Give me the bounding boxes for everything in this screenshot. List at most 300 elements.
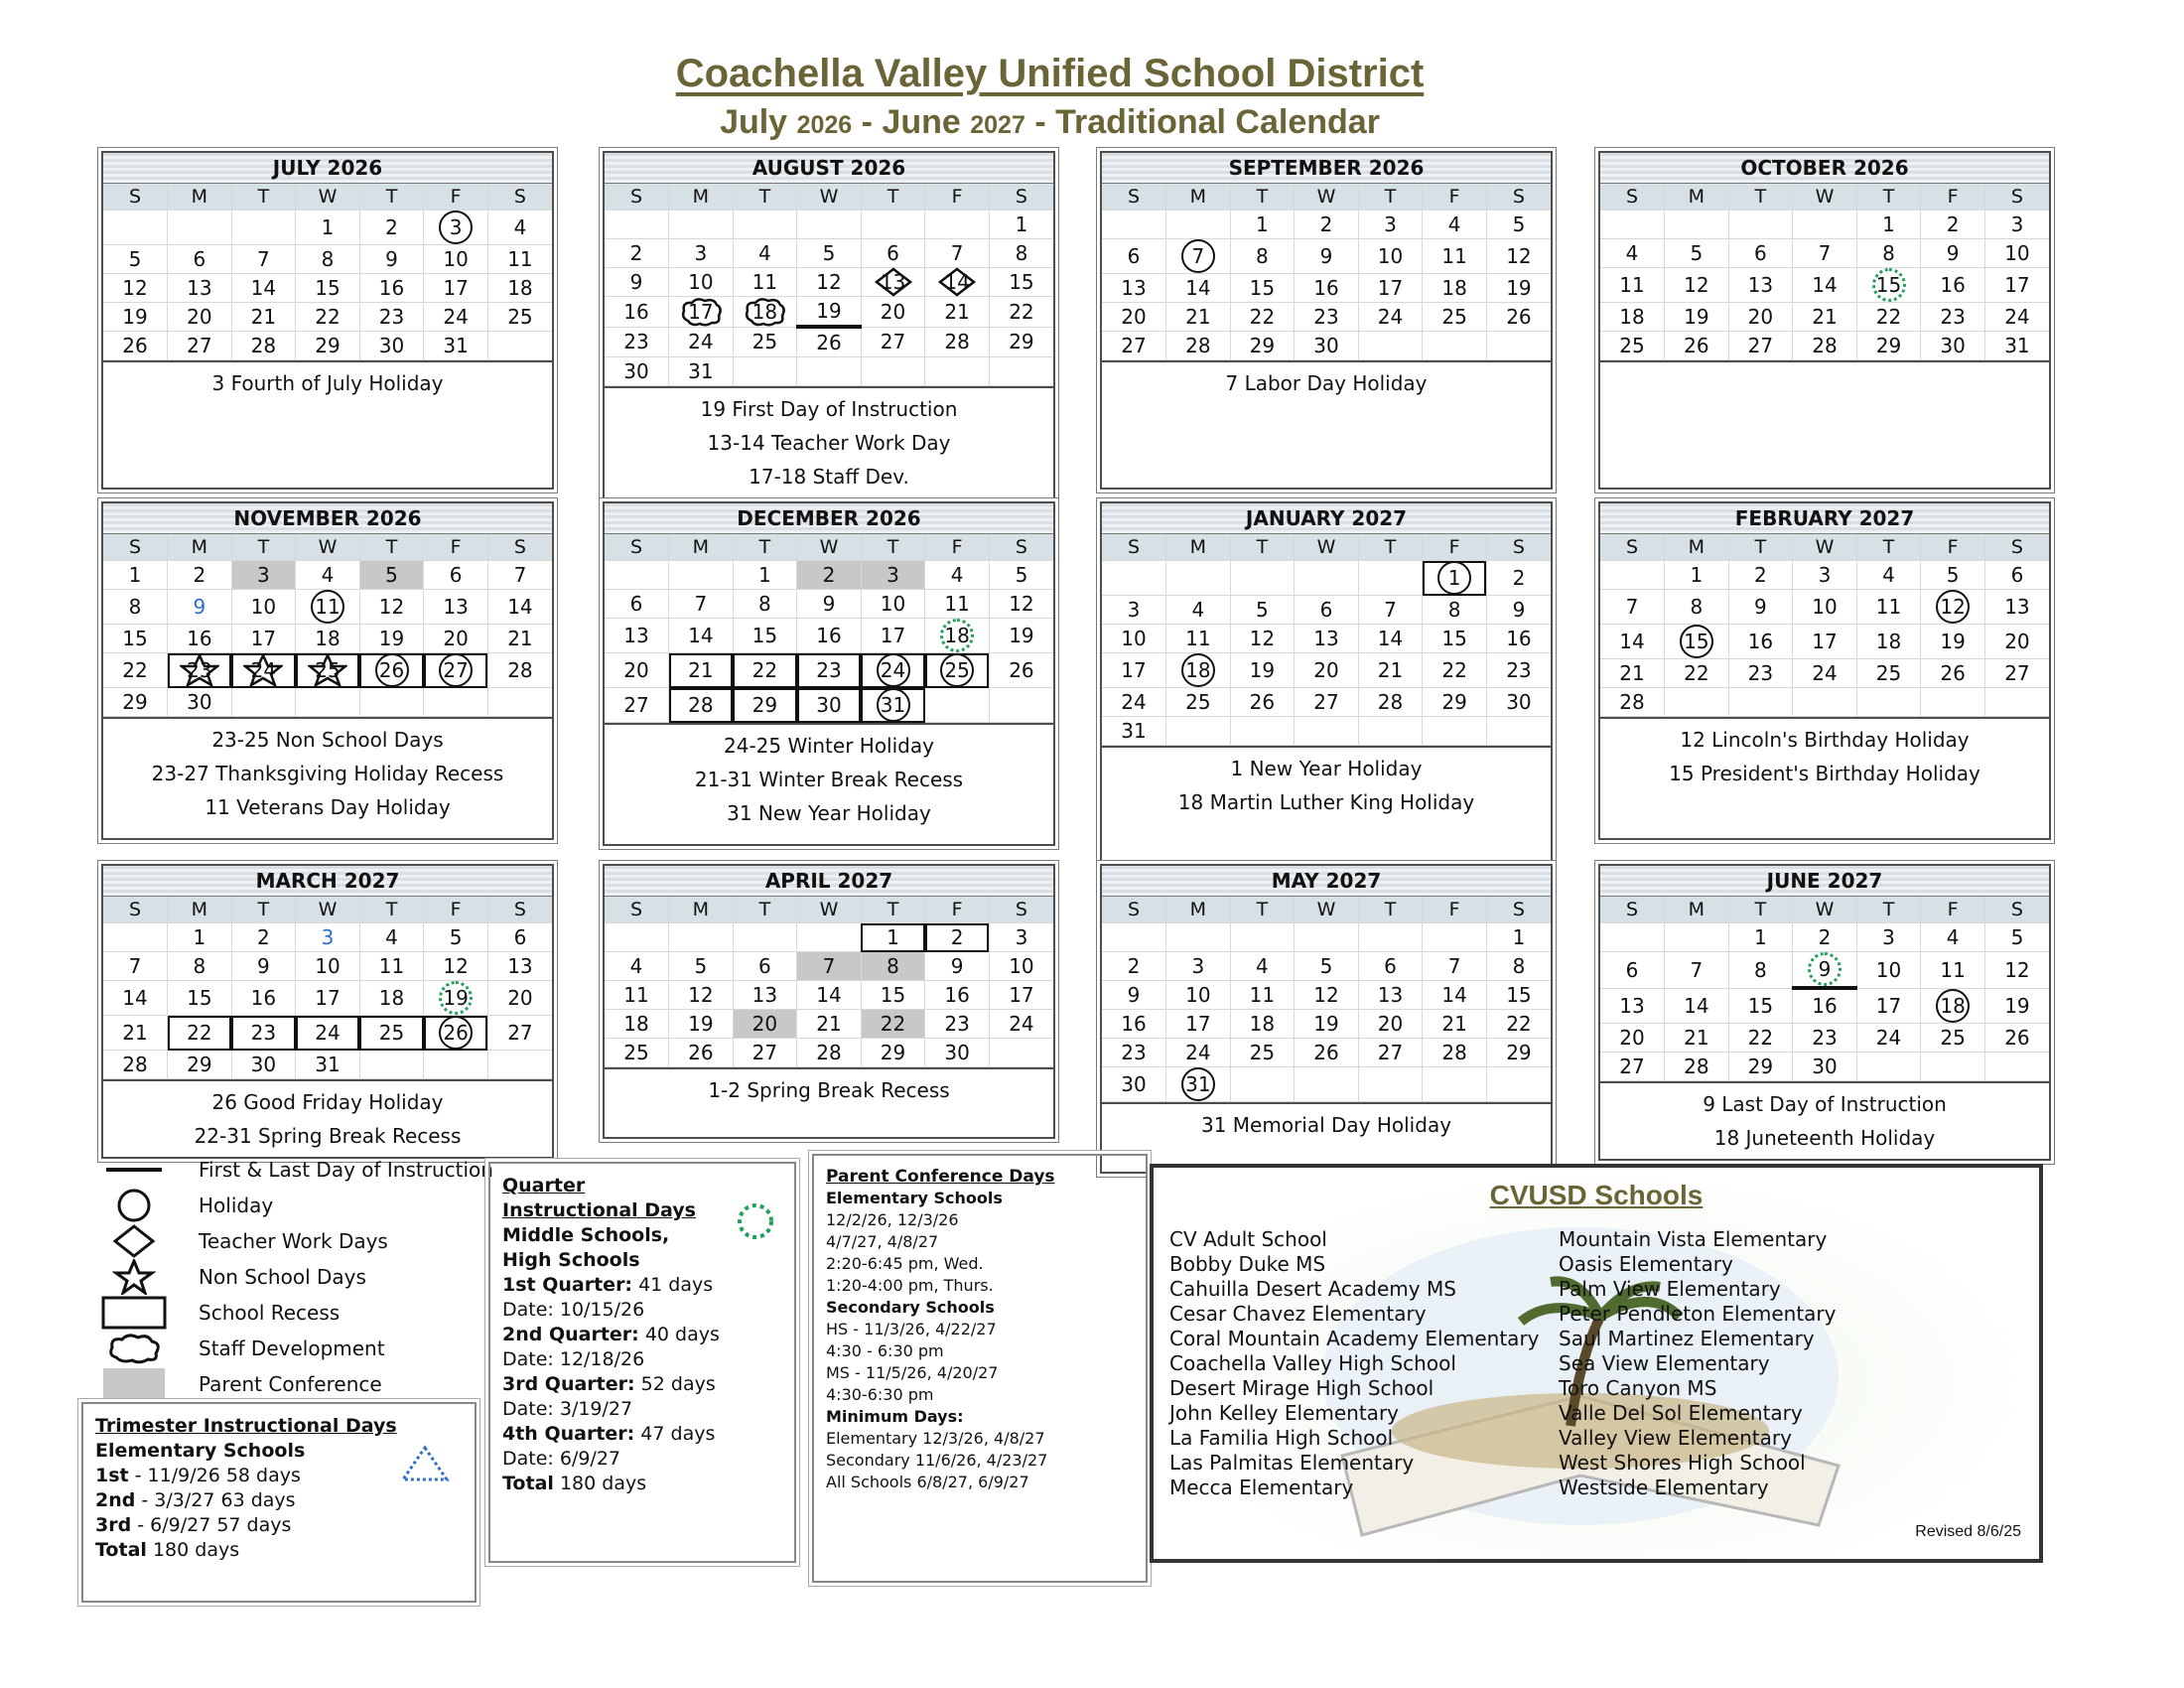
day-cell [1921,590,1985,625]
day-cell [1295,239,1359,274]
day-cell [669,1010,734,1039]
day-number: 20 [1747,305,1774,329]
weekday-header: W [1793,897,1857,923]
day-cell [605,981,669,1010]
weekday-header: M [669,534,734,561]
day-cell [231,923,296,952]
weekday-header: S [1486,184,1551,211]
month-calendar [1598,501,2051,840]
day-number: 12 [378,595,405,619]
day-cell [733,981,797,1010]
parent-conference-line: 4/7/27, 4/8/27 [826,1232,939,1251]
day-cell [168,303,232,332]
weekday-header: T [231,897,296,923]
day-number: 13 [1747,273,1774,297]
day-cell [1486,923,1551,952]
day-number: 28 [1619,690,1645,714]
month-day-table [1600,534,2049,717]
day-number: 6 [449,563,463,587]
day-number: 24 [1875,1025,1902,1050]
day-cell [1665,988,1729,1023]
day-number: 14 [1812,273,1838,297]
day-number: 31 [443,334,469,357]
weekday-header: M [168,184,232,211]
day-cell [1728,561,1793,590]
day-number: 2 [193,563,206,587]
empty-cell [1728,211,1793,239]
day-cell [669,653,734,688]
day-number: 1 [1015,212,1028,236]
day-cell [1102,952,1166,981]
day-number: 3 [1127,598,1141,622]
day-number: 3 [1384,212,1397,236]
day-number: 10 [688,270,714,294]
day-number: 8 [1447,598,1461,622]
day-cell [1793,303,1857,332]
holiday-circle-day: 7 [1181,239,1215,273]
month-title: APRIL 2027 [605,866,1053,897]
subtitle-start-year: 2026 [796,111,853,139]
day-number: 20 [1313,658,1339,682]
weekday-header: F [1921,184,1985,211]
school-name: Cesar Chavez Elementary [1169,1302,1427,1326]
day-cell [103,981,168,1016]
parent-conference-line: 4:30-6:30 pm [826,1385,934,1404]
weekday-header: S [103,897,168,923]
day-cell [168,590,232,625]
day-cell [1984,303,2049,332]
day-cell [103,625,168,653]
day-cell [1166,332,1231,360]
day-cell [925,297,990,328]
day-cell [1856,561,1921,590]
day-cell [861,590,925,619]
empty-cell [1486,717,1551,746]
day-cell [669,1039,734,1067]
day-number: 21 [1684,1025,1709,1050]
day-number: 5 [1015,563,1028,587]
day-number: 15 [751,624,778,647]
day-number: 12 [1684,273,1709,297]
day-cell [1665,332,1729,360]
day-cell [1665,1052,1729,1080]
weekday-header: T [359,184,424,211]
day-number: 20 [1121,305,1147,329]
holiday-circle-day: 31 [877,688,910,722]
day-number: 2 [1754,563,1767,587]
empty-cell [1230,561,1295,596]
empty-cell [989,688,1053,723]
weekday-header: T [359,534,424,561]
empty-cell [797,923,862,952]
day-cell [1102,1067,1166,1102]
day-number: 28 [250,334,277,357]
holiday-note: 24-25 Winter Holiday [724,734,934,758]
day-cell [797,268,862,297]
month-title: AUGUST 2026 [605,153,1053,184]
day-cell [1423,625,1487,653]
day-number: 25 [315,658,341,682]
day-cell [1486,303,1551,332]
weekday-header: S [1600,184,1665,211]
day-cell [1665,952,1729,989]
day-number: 15 [122,627,148,650]
subtitle-end-month: June [882,103,961,141]
empty-cell [669,561,734,590]
empty-cell [231,211,296,245]
empty-cell [925,688,990,723]
day-cell [1230,303,1295,332]
day-cell [1665,268,1729,303]
month-notes [1600,1081,2049,1159]
month-day-table [103,897,552,1079]
day-number: 17 [1009,983,1034,1007]
empty-cell [1728,688,1793,717]
holiday-note: 18 Martin Luther King Holiday [1177,790,1475,814]
day-cell [296,211,360,245]
day-number: 8 [1882,241,1895,265]
day-cell [1856,332,1921,360]
weekday-header: W [797,897,862,923]
day-cell [1230,625,1295,653]
day-cell [1230,952,1295,981]
day-cell [1856,1023,1921,1052]
day-cell [296,1016,360,1051]
day-cell [1486,596,1551,625]
day-cell [103,1051,168,1079]
day-number: 28 [1812,334,1838,357]
empty-cell [487,688,552,717]
day-number: 12 [2004,957,2030,982]
day-cell [1600,268,1665,303]
day-number: 24 [315,1021,341,1045]
day-number: 7 [1690,957,1704,982]
day-number: 23 [1121,1041,1147,1064]
day-cell [1665,239,1729,268]
day-number: 27 [1121,334,1147,357]
empty-cell [1921,1052,1985,1080]
star-icon [180,654,219,686]
day-number: 8 [1256,244,1269,268]
day-number: 11 [378,954,405,978]
day-number: 24 [688,330,714,354]
day-number: 20 [507,986,533,1010]
day-number: 18 [507,276,533,300]
day-number: 4 [1882,563,1895,587]
day-cell [1665,561,1729,590]
day-cell [1600,1052,1665,1080]
holiday-circle-day: 27 [439,653,473,687]
day-number: 1 [1882,212,1895,236]
day-number: 11 [1249,983,1276,1007]
day-cell [1423,1039,1487,1067]
day-number: 25 [1249,1041,1276,1064]
weekday-header: T [1358,184,1423,211]
day-cell [168,923,232,952]
day-number: 27 [1747,334,1774,357]
day-cell [359,332,424,360]
day-number: 1 [1512,925,1526,949]
day-cell [989,619,1053,653]
day-number: 23 [1940,305,1966,329]
day-cell [1600,303,1665,332]
day-cell [1102,1010,1166,1039]
holiday-circle-day: 26 [375,653,409,687]
day-number: 11 [507,247,533,271]
day-cell [1486,981,1551,1010]
parent-conference-line: HS - 11/3/26, 4/22/27 [826,1320,997,1338]
day-number: 24 [1185,1041,1211,1064]
empty-cell [1793,688,1857,717]
day-cell [359,303,424,332]
day-number: 29 [1441,690,1467,714]
day-number: 27 [507,1021,533,1045]
day-cell [487,981,552,1016]
quarter-end-day: 19 [439,981,473,1015]
weekday-header: M [1665,534,1729,561]
day-number: 26 [1249,690,1276,714]
day-cell [1728,303,1793,332]
holiday-circle-day: 15 [1680,625,1713,658]
subtitle-start-month: July [720,103,788,141]
day-cell [733,561,797,590]
month-calendar [1100,501,1553,869]
holiday-circle-day: 12 [1936,590,1970,624]
holiday-circle-day: 3 [439,211,473,244]
day-cell [669,590,734,619]
day-number: 17 [315,986,341,1010]
month-day-table [1102,534,1551,746]
empty-cell [424,688,488,717]
day-number: 23 [250,1021,277,1045]
day-cell [424,625,488,653]
trimester-subtitle: Elementary Schools [95,1440,306,1462]
parent-conference-line: 1:20-4:00 pm, Thurs. [826,1276,994,1295]
day-cell [1423,211,1487,239]
day-number: 1 [321,215,335,239]
day-number: 12 [1249,627,1276,650]
empty-cell [733,211,797,239]
weekday-header: S [1984,897,2049,923]
day-number: 3 [1191,954,1205,978]
empty-cell [1230,923,1295,952]
day-number: 29 [122,690,148,714]
empty-cell [1984,688,2049,717]
day-cell [861,688,925,723]
day-cell [1358,239,1423,274]
weekday-header: W [296,534,360,561]
day-number: 17 [2004,273,2030,297]
day-number: 26 [1506,305,1532,329]
day-cell [1166,1067,1231,1102]
weekday-header: S [1486,534,1551,561]
legend-item [99,1188,496,1223]
day-cell [861,561,925,590]
diamond-icon [99,1223,169,1259]
weekday-header: W [1295,897,1359,923]
legend-item [99,1331,496,1366]
day-cell [861,923,925,952]
day-number: 1 [193,925,206,949]
day-cell [1295,625,1359,653]
day-number: 6 [758,954,771,978]
day-cell [1358,211,1423,239]
day-cell [359,1016,424,1051]
empty-cell [1665,923,1729,952]
day-cell [605,590,669,619]
day-number: 10 [880,592,906,616]
day-number: 29 [315,334,341,357]
day-cell [861,327,925,357]
day-number: 19 [1009,624,1034,647]
day-number: 17 [1185,1012,1211,1036]
day-number: 5 [128,247,142,271]
day-cell [487,923,552,952]
day-number: 10 [1377,244,1404,268]
month-calendar [101,151,554,490]
day-number: 17 [688,299,714,324]
day-number: 22 [1441,658,1467,682]
holiday-circle-day: 24 [877,653,910,687]
weekday-header: F [424,897,488,923]
day-number: 28 [1684,1054,1709,1078]
day-number: 23 [187,658,212,682]
empty-cell [168,211,232,245]
day-cell [231,952,296,981]
day-number: 28 [122,1053,148,1076]
day-number: 22 [880,1012,906,1036]
day-number: 5 [1946,563,1960,587]
day-cell [605,1039,669,1067]
month-notes [1600,360,2049,488]
day-number: 23 [1747,661,1774,685]
day-cell [1102,596,1166,625]
legend-item [99,1259,496,1295]
empty-cell [1423,923,1487,952]
day-number: 20 [443,627,469,650]
quarter-end-day: 18 [940,619,974,652]
day-cell [1230,653,1295,688]
day-cell [487,625,552,653]
trimester-end-day: 3 [321,925,335,949]
parent-conference-title: Parent Conference Days [826,1167,1055,1187]
day-number: 12 [1506,244,1532,268]
day-cell [1793,988,1857,1023]
weekday-header: W [296,184,360,211]
day-number: 9 [385,247,398,271]
weekday-header: F [1921,897,1985,923]
day-cell [1793,1023,1857,1052]
day-number: 4 [1256,954,1269,978]
day-cell [1793,590,1857,625]
day-cell [359,625,424,653]
day-cell [1423,561,1487,596]
day-number: 9 [1127,983,1141,1007]
day-number: 1 [128,563,142,587]
empty-cell [1358,1067,1423,1102]
day-cell [1486,274,1551,303]
weekday-header: T [1728,184,1793,211]
day-cell [1984,923,2049,952]
school-name: Coachella Valley High School [1169,1351,1456,1375]
day-number: 31 [688,359,714,383]
day-number: 18 [751,299,778,324]
day-number: 28 [1441,1041,1467,1064]
day-cell [1358,596,1423,625]
weekday-header: T [1230,897,1295,923]
day-cell [605,327,669,357]
day-number: 4 [1447,212,1461,236]
month-notes [1600,717,2049,838]
day-cell [1793,1052,1857,1080]
day-cell [669,357,734,386]
day-number: 6 [2010,563,2024,587]
school-name: La Familia High School [1169,1426,1394,1450]
day-number: 13 [443,595,469,619]
star-icon [308,654,347,686]
weekday-header: W [296,897,360,923]
day-cell [1295,688,1359,717]
page-title: Coachella Valley Unified School District [675,52,1425,95]
weekday-header: S [1984,534,2049,561]
holiday-note: 22-31 Spring Break Recess [194,1124,462,1148]
school-name: Sea View Elementary [1559,1351,1770,1375]
weekday-header: W [1295,534,1359,561]
month-calendar [1598,151,2051,490]
empty-cell [1423,717,1487,746]
day-cell [861,268,925,297]
day-number: 23 [816,658,842,682]
empty-cell [424,1051,488,1079]
weekday-header: S [1486,897,1551,923]
day-number: 7 [1818,241,1832,265]
school-name: Toro Canyon MS [1559,1376,1717,1400]
day-number: 3 [2010,212,2024,236]
school-name: Coral Mountain Academy Elementary [1169,1327,1540,1350]
day-cell [989,239,1053,268]
day-number: 17 [880,624,906,647]
day-cell [861,239,925,268]
day-number: 22 [1875,305,1902,329]
day-number: 13 [1377,983,1404,1007]
day-cell [296,245,360,274]
day-cell [989,268,1053,297]
day-number: 17 [1875,993,1902,1018]
empty-cell [1665,211,1729,239]
day-cell [797,297,862,328]
day-number: 6 [1384,954,1397,978]
day-cell [669,952,734,981]
day-number: 20 [880,299,906,324]
day-cell [1921,1023,1985,1052]
day-cell [1921,239,1985,268]
weekday-header: T [733,897,797,923]
day-number: 12 [1009,592,1034,616]
empty-cell [1358,923,1423,952]
day-number: 8 [1690,595,1704,619]
day-number: 22 [751,658,778,682]
cloud-icon [679,296,723,328]
day-cell [1600,952,1665,989]
day-cell [1358,274,1423,303]
day-cell [1295,981,1359,1010]
day-cell [605,653,669,688]
day-number: 13 [1121,276,1147,300]
empty-cell [1295,1067,1359,1102]
empty-cell [1230,1067,1295,1102]
day-number: 4 [1625,241,1639,265]
day-number: 25 [751,330,778,354]
